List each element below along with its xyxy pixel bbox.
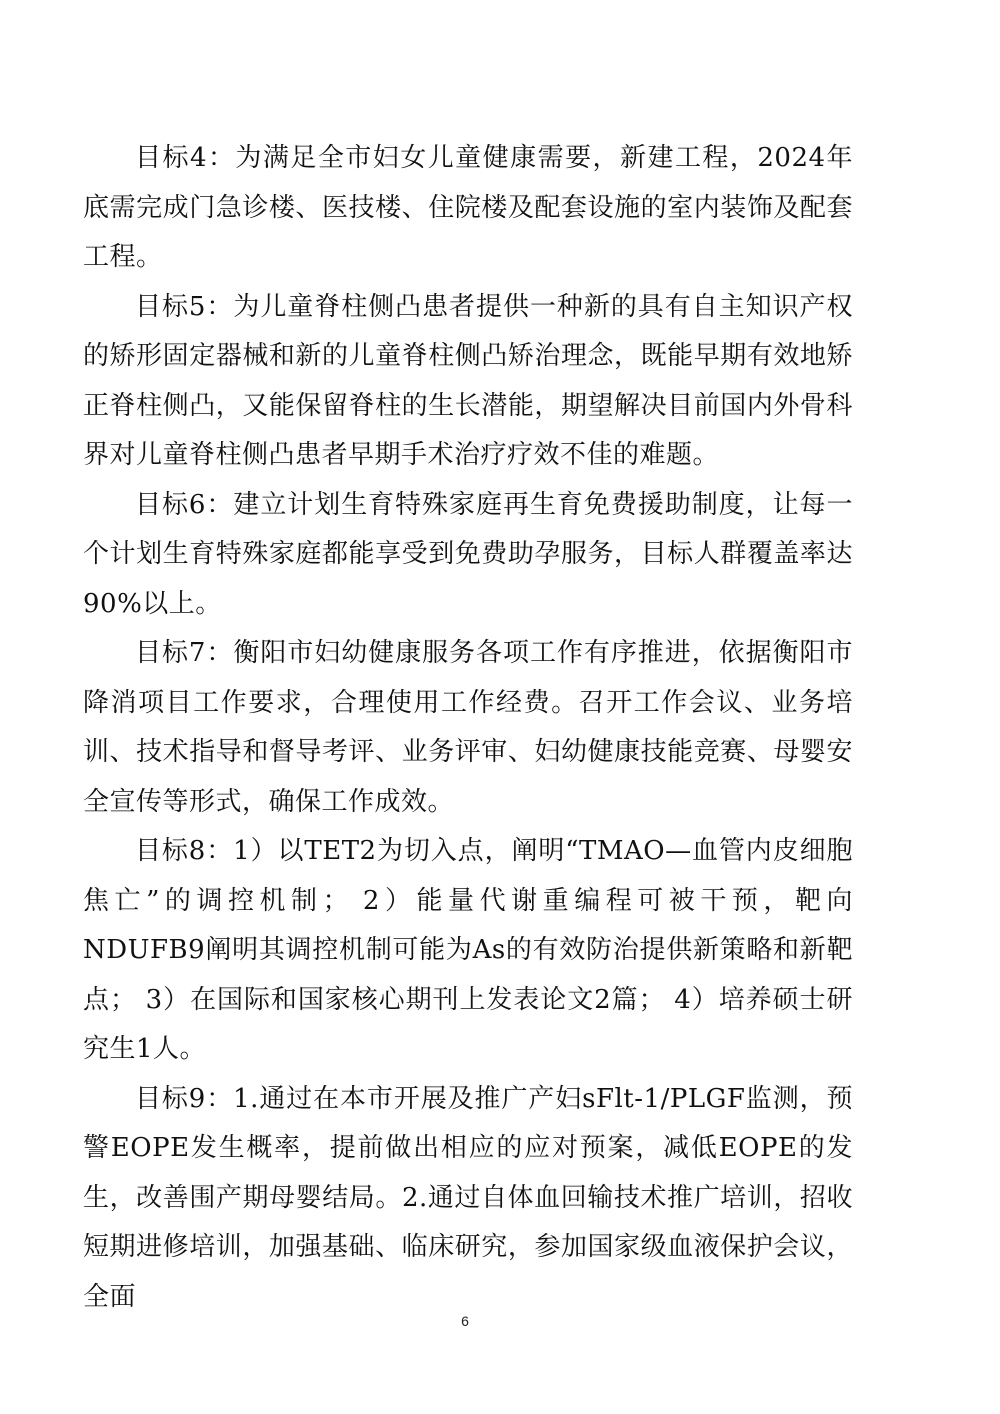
page-number: 6 — [461, 1313, 469, 1329]
paragraph-goal-4: 目标4：为满足全市妇女儿童健康需要，新建工程，2024年底需完成门急诊楼、医技楼、住院楼及配套设施的室内装饰及配套工程。 — [83, 143, 853, 272]
paragraph-goal-9: 目标9：1.通过在本市开展及推广产妇sFlt-1/PLGF监测，预警EOPE发生概率，提前做出相应的应对预案，减低EOPE的发生，改善围产期母婴结局。2.通过自体血回输技术推广培训，招收短期进修培训，加强基础、临床研究，参加国家级血液保护会议，全面 — [83, 1083, 853, 1312]
paragraph-goal-7: 目标7：衡阳市妇幼健康服务各项工作有序推进，依据衡阳市降消项目工作要求，合理使用工作经费。召开工作会议、业务培训、技术指导和督导考评、业务评审、妇幼健康技能竞赛、母婴安全宣传等形式，确保工作成效。 — [83, 638, 853, 817]
paragraph-goal-6: 目标6：建立计划生育特殊家庭再生育免费援助制度，让每一个计划生育特殊家庭都能享受到免费助孕服务，目标人群覆盖率达90%以上。 — [83, 489, 853, 619]
paragraph-goal-8: 目标8：1）以TET2为切入点，阐明“TMAO—血管内皮细胞焦亡”的调控机制； 2）能量代谢重编程可被干预，靶向NDUFB9阐明其调控机制可能为As的有效防治提供新策略和新靶点； 3）在国际和国家核心期刊上发表论文2篇； 4）培养硕士研究生1人。 — [83, 836, 853, 1064]
paragraph-goal-5: 目标5：为儿童脊柱侧凸患者提供一种新的具有自主知识产权的矫形固定器械和新的儿童脊柱侧凸矫治理念，既能早期有效地矫正脊柱侧凸，又能保留脊柱的生长潜能，期望解决目前国内外骨科界对儿童脊柱侧凸患者早期手术治疗疗效不佳的难题。 — [83, 291, 853, 470]
body-text — [83, 134, 853, 1322]
